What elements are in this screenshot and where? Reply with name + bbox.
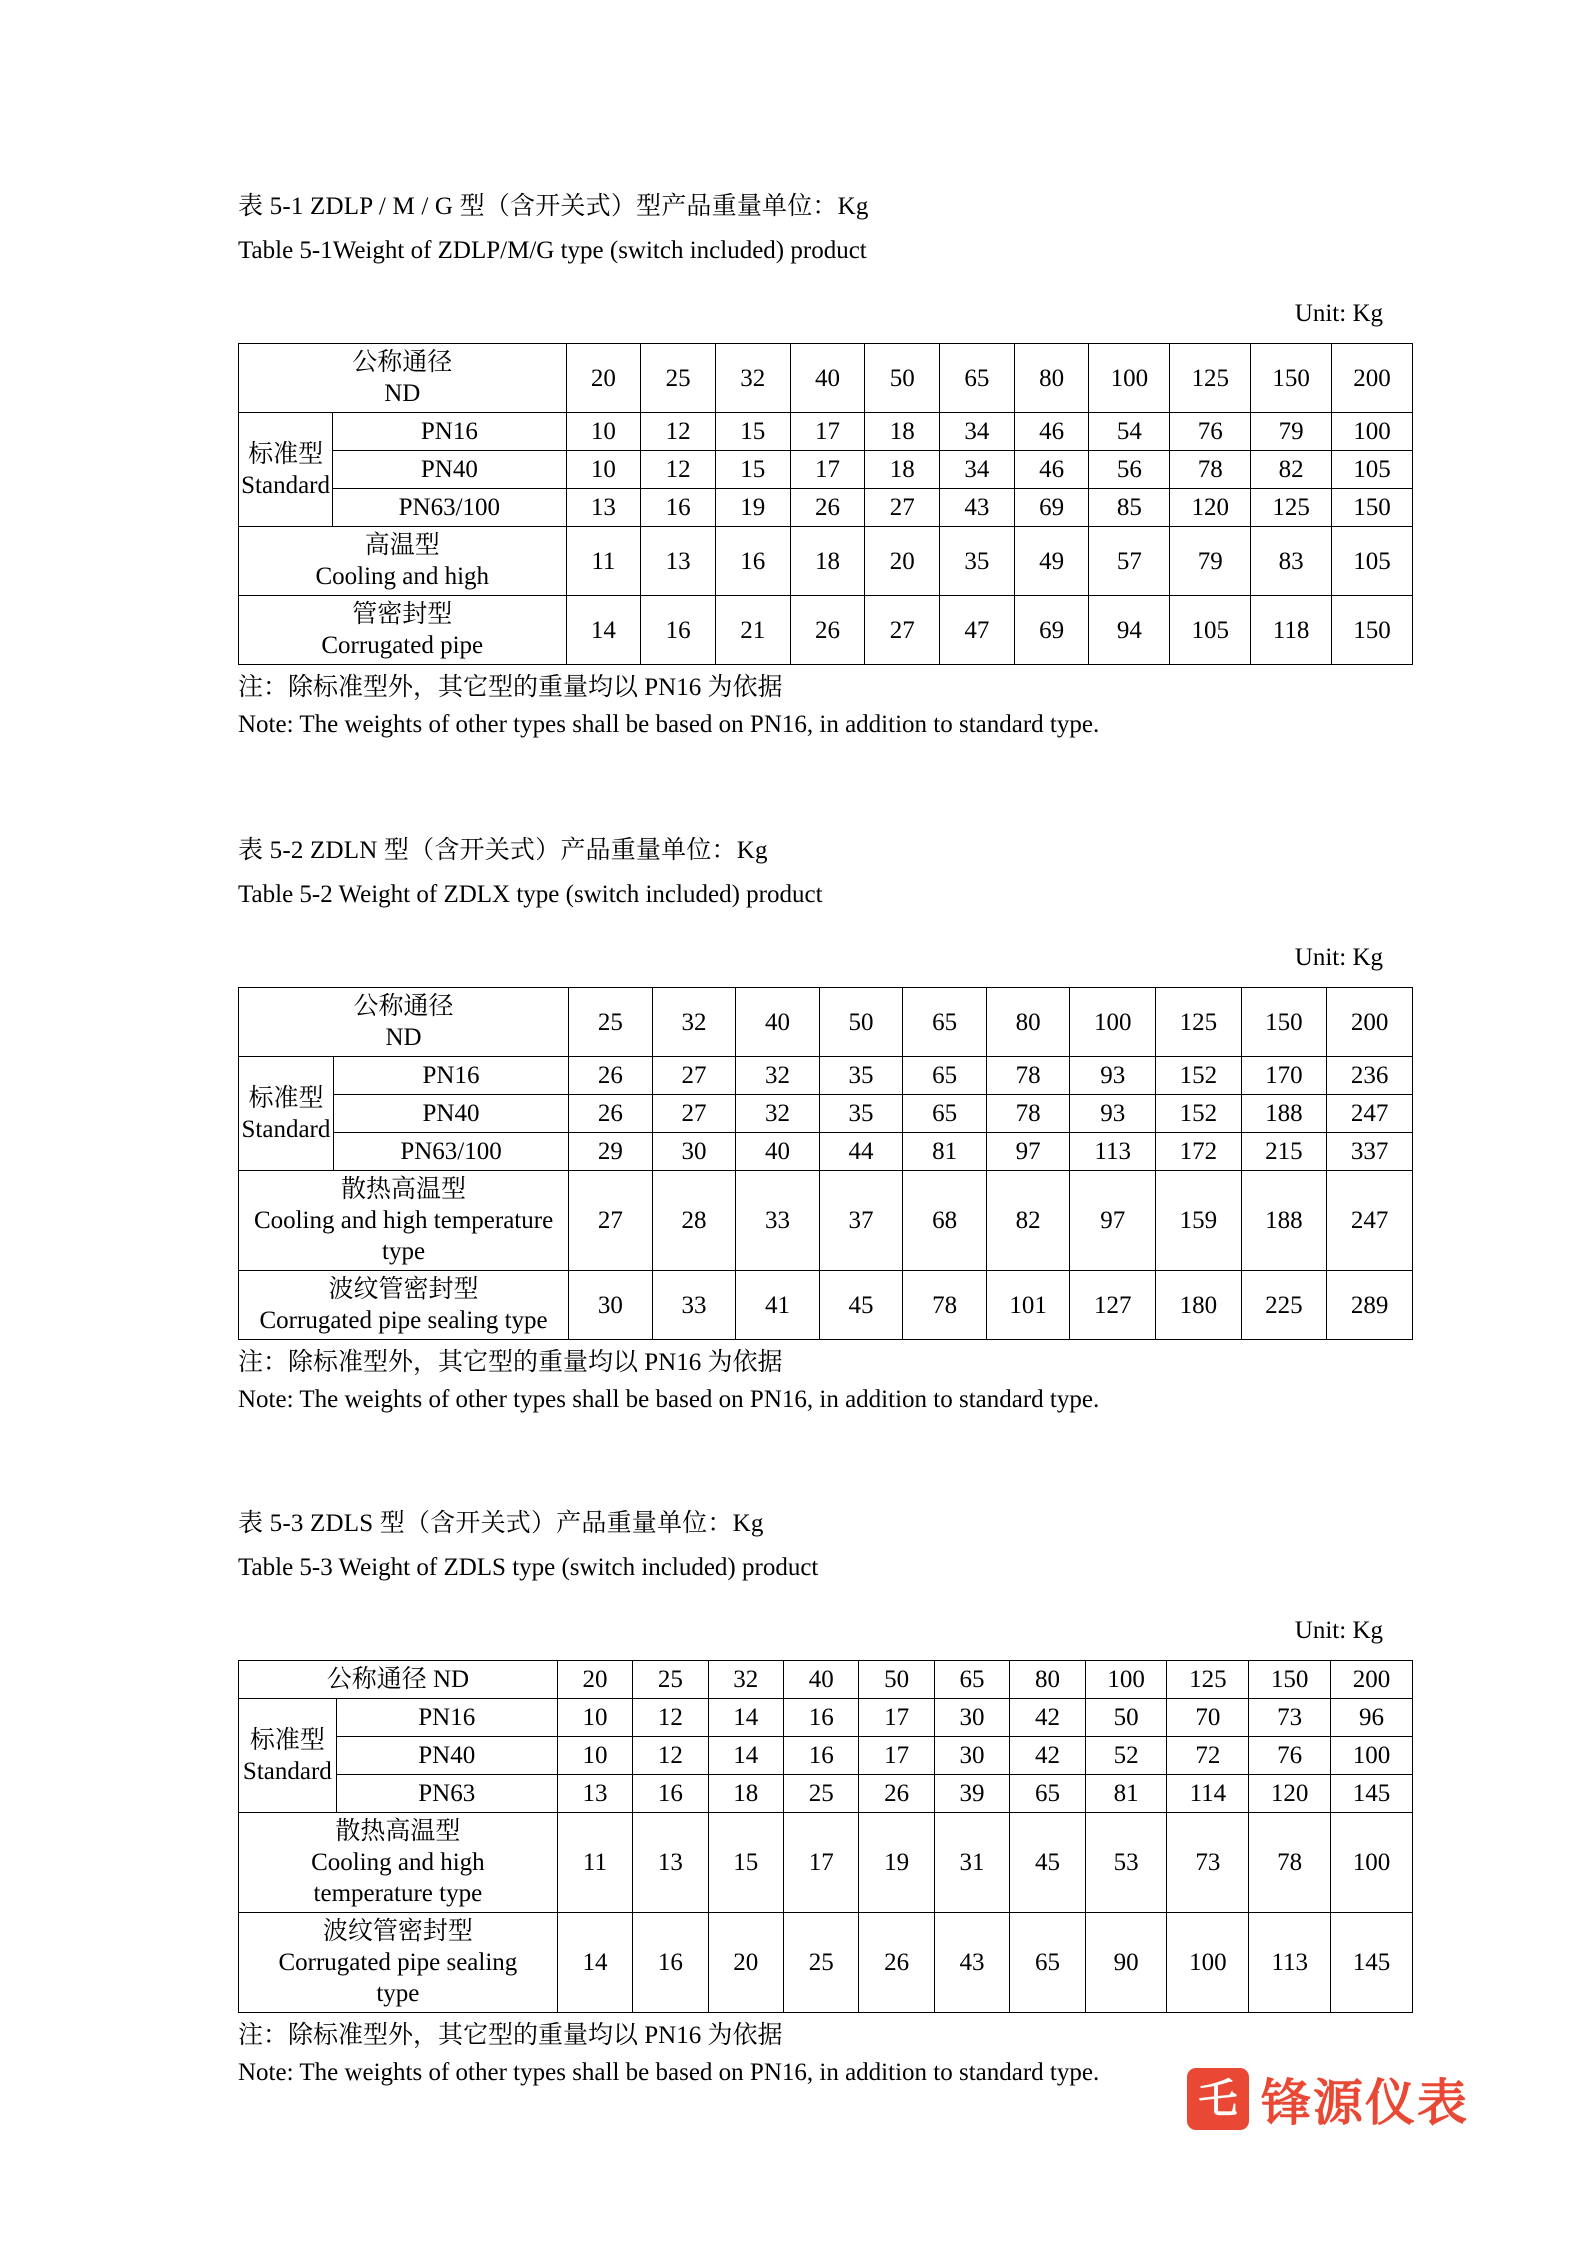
cell: 52 xyxy=(1085,1737,1167,1775)
type-label-cn: 管密封型 xyxy=(352,601,453,628)
cell: 30 xyxy=(569,1271,653,1340)
cell: 65 xyxy=(1010,1913,1085,2013)
cell: 33 xyxy=(652,1271,736,1340)
table-row xyxy=(239,1913,1413,2013)
cell: 16 xyxy=(784,1737,859,1775)
cell: 70 xyxy=(1167,1699,1249,1737)
cell: 14 xyxy=(708,1737,783,1775)
cell: 45 xyxy=(819,1271,903,1340)
weight-table-3 xyxy=(238,1660,1413,2013)
table-row xyxy=(239,1813,1413,1913)
table-row xyxy=(239,1737,1413,1775)
cell: 159 xyxy=(1156,1171,1242,1271)
cell: 118 xyxy=(1251,596,1332,665)
cell: 28 xyxy=(652,1171,736,1271)
cell: 73 xyxy=(1167,1813,1249,1913)
cell: 127 xyxy=(1070,1271,1156,1340)
cell: 79 xyxy=(1170,527,1251,596)
column-header: 150 xyxy=(1249,1661,1331,1699)
type-label-en2: type xyxy=(382,1238,426,1265)
table-2-unit-label: Unit: Kg xyxy=(1294,944,1383,971)
cell: 35 xyxy=(819,1095,903,1133)
cell: 16 xyxy=(641,596,716,665)
watermark-logo-icon xyxy=(1187,2068,1249,2130)
cell: 93 xyxy=(1070,1057,1156,1095)
cell: 78 xyxy=(903,1271,987,1340)
cell: 47 xyxy=(940,596,1015,665)
cell: 97 xyxy=(986,1133,1070,1171)
column-header: 200 xyxy=(1331,344,1412,413)
cell: 25 xyxy=(784,1775,859,1813)
cell: 114 xyxy=(1167,1775,1249,1813)
cell: 17 xyxy=(790,413,865,451)
cell: 46 xyxy=(1014,413,1089,451)
cell: 42 xyxy=(1010,1699,1085,1737)
type-label-en: Corrugated pipe sealing type xyxy=(259,1307,548,1334)
column-header: 150 xyxy=(1241,988,1327,1057)
column-header: 25 xyxy=(569,988,653,1057)
row-label: PN40 xyxy=(333,1095,568,1133)
cell: 30 xyxy=(934,1699,1009,1737)
cell: 15 xyxy=(715,413,790,451)
cell: 13 xyxy=(566,489,641,527)
column-header: 65 xyxy=(940,344,1015,413)
cell: 120 xyxy=(1170,489,1251,527)
cell: 180 xyxy=(1156,1271,1242,1340)
cell: 69 xyxy=(1014,489,1089,527)
cell: 150 xyxy=(1331,489,1412,527)
cell: 94 xyxy=(1089,596,1170,665)
column-header: 50 xyxy=(819,988,903,1057)
table-block-1 xyxy=(238,185,1413,743)
type-label-en: Corrugated pipe sealing xyxy=(278,1949,518,1976)
cell: 11 xyxy=(557,1813,632,1913)
cell: 69 xyxy=(1014,596,1089,665)
cell: 35 xyxy=(940,527,1015,596)
row-label: PN16 xyxy=(333,1057,568,1095)
table-2-title-en: Table 5-2 Weight of ZDLX type (switch included) product xyxy=(238,881,823,908)
type-label-corrugated-pipe-sealing xyxy=(239,1271,569,1340)
table-row xyxy=(239,527,1413,596)
column-header: 125 xyxy=(1156,988,1242,1057)
cell: 30 xyxy=(652,1133,736,1171)
cell: 97 xyxy=(1070,1171,1156,1271)
cell: 96 xyxy=(1331,1699,1413,1737)
cell: 46 xyxy=(1014,451,1089,489)
cell: 101 xyxy=(986,1271,1070,1340)
column-header: 100 xyxy=(1070,988,1156,1057)
cell: 17 xyxy=(859,1737,934,1775)
group-label-en: Standard xyxy=(241,1115,331,1143)
cell: 100 xyxy=(1331,1737,1413,1775)
type-label-en: Corrugated pipe xyxy=(321,632,484,659)
type-label-cn: 波纹管密封型 xyxy=(328,1276,479,1303)
cell: 27 xyxy=(569,1171,653,1271)
cell: 12 xyxy=(641,451,716,489)
cell: 26 xyxy=(859,1775,934,1813)
cell: 105 xyxy=(1331,527,1412,596)
cell: 145 xyxy=(1331,1913,1413,2013)
table-1-note-en: Note: The weights of other types shall be based on PN16, in addition to standard type. xyxy=(238,711,1100,738)
cell: 76 xyxy=(1170,413,1251,451)
cell: 12 xyxy=(633,1699,708,1737)
column-header: 20 xyxy=(557,1661,632,1699)
cell: 83 xyxy=(1251,527,1332,596)
cell: 17 xyxy=(784,1813,859,1913)
cell: 152 xyxy=(1156,1095,1242,1133)
cell: 12 xyxy=(633,1737,708,1775)
nominal-diameter-label-cn: 公称通径 xyxy=(352,349,453,376)
nominal-diameter-header xyxy=(239,344,567,413)
cell: 10 xyxy=(566,451,641,489)
cell: 150 xyxy=(1331,596,1412,665)
cell: 78 xyxy=(986,1095,1070,1133)
cell: 247 xyxy=(1327,1095,1413,1133)
cell: 34 xyxy=(940,451,1015,489)
table-3-unit-label: Unit: Kg xyxy=(1294,1617,1383,1644)
cell: 20 xyxy=(708,1913,783,2013)
type-label-cn: 高温型 xyxy=(364,532,440,559)
table-row xyxy=(239,1775,1413,1813)
cell: 53 xyxy=(1085,1813,1167,1913)
cell: 65 xyxy=(903,1057,987,1095)
cell: 172 xyxy=(1156,1133,1242,1171)
cell: 68 xyxy=(903,1171,987,1271)
cell: 16 xyxy=(784,1699,859,1737)
cell: 25 xyxy=(784,1913,859,2013)
group-label-cn: 标准型 xyxy=(249,1726,325,1754)
type-label-high-temperature xyxy=(239,527,567,596)
table-row xyxy=(239,1095,1413,1133)
cell: 40 xyxy=(736,1133,820,1171)
cell: 337 xyxy=(1327,1133,1413,1171)
cell: 41 xyxy=(736,1271,820,1340)
cell: 43 xyxy=(934,1913,1009,2013)
table-1-title-en: Table 5-1Weight of ZDLP/M/G type (switch included) product xyxy=(238,237,867,264)
type-label-corrugated-pipe-sealing xyxy=(239,1913,558,2013)
cell: 100 xyxy=(1331,1813,1413,1913)
type-label-en: Cooling and high temperature xyxy=(253,1207,554,1234)
column-header: 80 xyxy=(1014,344,1089,413)
column-header: 50 xyxy=(859,1661,934,1699)
column-header: 40 xyxy=(736,988,820,1057)
cell: 19 xyxy=(859,1813,934,1913)
table-row xyxy=(239,451,1413,489)
cell: 78 xyxy=(986,1057,1070,1095)
cell: 13 xyxy=(557,1775,632,1813)
cell: 81 xyxy=(1085,1775,1167,1813)
cell: 85 xyxy=(1089,489,1170,527)
cell: 10 xyxy=(566,413,641,451)
cell: 17 xyxy=(790,451,865,489)
cell: 15 xyxy=(715,451,790,489)
cell: 26 xyxy=(790,489,865,527)
cell: 27 xyxy=(652,1095,736,1133)
cell: 54 xyxy=(1089,413,1170,451)
cell: 35 xyxy=(819,1057,903,1095)
cell: 81 xyxy=(903,1133,987,1171)
table-row-header xyxy=(239,1661,1413,1699)
group-label-en: Standard xyxy=(241,471,331,499)
cell: 32 xyxy=(736,1095,820,1133)
column-header: 25 xyxy=(641,344,716,413)
column-header: 125 xyxy=(1170,344,1251,413)
weight-table-1 xyxy=(238,343,1413,665)
cell: 120 xyxy=(1249,1775,1331,1813)
cell: 188 xyxy=(1241,1095,1327,1133)
column-header: 65 xyxy=(934,1661,1009,1699)
nominal-diameter-label-cn: 公称通径 xyxy=(353,993,454,1020)
cell: 13 xyxy=(641,527,716,596)
cell: 79 xyxy=(1251,413,1332,451)
table-row xyxy=(239,1699,1413,1737)
cell: 27 xyxy=(865,489,940,527)
cell: 16 xyxy=(633,1775,708,1813)
cell: 65 xyxy=(1010,1775,1085,1813)
table-3-title-cn: 表 5-3 ZDLS 型（含开关式）产品重量单位：Kg xyxy=(238,1510,764,1537)
cell: 82 xyxy=(1251,451,1332,489)
table-3-note-en: Note: The weights of other types shall be based on PN16, in addition to standard type. xyxy=(238,2059,1100,2086)
cell: 45 xyxy=(1010,1813,1085,1913)
cell: 188 xyxy=(1241,1171,1327,1271)
type-label-en2: temperature type xyxy=(313,1880,483,1907)
type-label-cn: 散热高温型 xyxy=(335,1818,461,1845)
table-row xyxy=(239,1171,1413,1271)
cell: 19 xyxy=(715,489,790,527)
watermark-text: 锋源仪表 xyxy=(1261,2075,1469,2131)
cell: 26 xyxy=(790,596,865,665)
section-spacer xyxy=(238,743,1413,829)
row-label: PN40 xyxy=(336,1737,557,1775)
cell: 30 xyxy=(934,1737,1009,1775)
cell: 16 xyxy=(641,489,716,527)
cell: 72 xyxy=(1167,1737,1249,1775)
nominal-diameter-header xyxy=(239,988,569,1057)
type-label-cooling-high-temperature xyxy=(239,1171,569,1271)
column-header: 65 xyxy=(903,988,987,1057)
cell: 10 xyxy=(557,1737,632,1775)
cell: 225 xyxy=(1241,1271,1327,1340)
column-header: 32 xyxy=(708,1661,783,1699)
cell: 29 xyxy=(569,1133,653,1171)
type-label-en: Cooling and high xyxy=(315,563,490,590)
cell: 170 xyxy=(1241,1057,1327,1095)
cell: 13 xyxy=(633,1813,708,1913)
cell: 14 xyxy=(708,1699,783,1737)
column-header: 25 xyxy=(633,1661,708,1699)
cell: 27 xyxy=(652,1057,736,1095)
cell: 32 xyxy=(736,1057,820,1095)
cell: 65 xyxy=(903,1095,987,1133)
cell: 113 xyxy=(1070,1133,1156,1171)
cell: 39 xyxy=(934,1775,1009,1813)
table-block-2 xyxy=(238,829,1413,1418)
cell: 90 xyxy=(1085,1913,1167,2013)
cell: 289 xyxy=(1327,1271,1413,1340)
row-label: PN63/100 xyxy=(333,489,566,527)
table-1-title-cn: 表 5-1 ZDLP / M / G 型（含开关式）型产品重量单位：Kg xyxy=(238,193,869,220)
cell: 236 xyxy=(1327,1057,1413,1095)
cell: 82 xyxy=(986,1171,1070,1271)
table-row xyxy=(239,413,1413,451)
table-row-header xyxy=(239,988,1413,1057)
column-header: 200 xyxy=(1327,988,1413,1057)
column-header: 50 xyxy=(865,344,940,413)
column-header: 200 xyxy=(1331,1661,1413,1699)
table-3-note-cn: 注：除标准型外，其它型的重量均以 PN16 为依据 xyxy=(238,2022,783,2049)
type-label-cooling-high-temperature xyxy=(239,1813,558,1913)
column-header: 80 xyxy=(1010,1661,1085,1699)
row-label: PN16 xyxy=(333,413,566,451)
type-label-en: Cooling and high xyxy=(311,1849,485,1876)
document-content xyxy=(238,185,1413,2091)
cell: 43 xyxy=(940,489,1015,527)
cell: 16 xyxy=(633,1913,708,2013)
group-label-standard xyxy=(239,1057,334,1171)
cell: 11 xyxy=(566,527,641,596)
cell: 18 xyxy=(865,451,940,489)
table-1-note-cn: 注：除标准型外，其它型的重量均以 PN16 为依据 xyxy=(238,674,783,701)
row-label: PN63/100 xyxy=(333,1133,568,1171)
type-label-corrugated-pipe xyxy=(239,596,567,665)
nominal-diameter-label-en: ND xyxy=(385,1024,422,1051)
row-label: PN63 xyxy=(336,1775,557,1813)
table-block-3 xyxy=(238,1502,1413,2091)
cell: 16 xyxy=(715,527,790,596)
cell: 34 xyxy=(940,413,1015,451)
nominal-diameter-label-en: ND xyxy=(384,380,421,407)
cell: 17 xyxy=(859,1699,934,1737)
column-header: 150 xyxy=(1251,344,1332,413)
type-label-en2: type xyxy=(376,1980,420,2007)
section-spacer xyxy=(238,1418,1413,1502)
cell: 73 xyxy=(1249,1699,1331,1737)
cell: 50 xyxy=(1085,1699,1167,1737)
table-row xyxy=(239,596,1413,665)
group-label-cn: 标准型 xyxy=(248,1084,324,1112)
cell: 14 xyxy=(566,596,641,665)
cell: 105 xyxy=(1170,596,1251,665)
cell: 247 xyxy=(1327,1171,1413,1271)
group-label-en: Standard xyxy=(242,1757,332,1785)
cell: 27 xyxy=(865,596,940,665)
cell: 14 xyxy=(557,1913,632,2013)
nominal-diameter-header xyxy=(239,1661,558,1699)
table-2-note-en: Note: The weights of other types shall be based on PN16, in addition to standard type. xyxy=(238,1386,1100,1413)
column-header: 40 xyxy=(790,344,865,413)
table-row xyxy=(239,1133,1413,1171)
cell: 78 xyxy=(1170,451,1251,489)
table-row xyxy=(239,1057,1413,1095)
cell: 18 xyxy=(790,527,865,596)
cell: 18 xyxy=(865,413,940,451)
cell: 78 xyxy=(1249,1813,1331,1913)
cell: 57 xyxy=(1089,527,1170,596)
table-row-header xyxy=(239,344,1413,413)
cell: 145 xyxy=(1331,1775,1413,1813)
cell: 93 xyxy=(1070,1095,1156,1133)
cell: 18 xyxy=(708,1775,783,1813)
cell: 76 xyxy=(1249,1737,1331,1775)
column-header: 32 xyxy=(652,988,736,1057)
table-2-note-cn: 注：除标准型外，其它型的重量均以 PN16 为依据 xyxy=(238,1349,783,1376)
cell: 100 xyxy=(1331,413,1412,451)
cell: 33 xyxy=(736,1171,820,1271)
cell: 44 xyxy=(819,1133,903,1171)
nominal-diameter-label-cn: 公称通径 ND xyxy=(326,1666,470,1693)
row-label: PN40 xyxy=(333,451,566,489)
cell: 100 xyxy=(1167,1913,1249,2013)
cell: 42 xyxy=(1010,1737,1085,1775)
type-label-cn: 波纹管密封型 xyxy=(322,1918,473,1945)
weight-table-2 xyxy=(238,987,1413,1340)
cell: 26 xyxy=(859,1913,934,2013)
column-header: 100 xyxy=(1085,1661,1167,1699)
table-1-unit-label: Unit: Kg xyxy=(1294,300,1383,327)
cell: 105 xyxy=(1331,451,1412,489)
cell: 56 xyxy=(1089,451,1170,489)
column-header: 125 xyxy=(1167,1661,1249,1699)
column-header: 32 xyxy=(715,344,790,413)
cell: 37 xyxy=(819,1171,903,1271)
cell: 12 xyxy=(641,413,716,451)
cell: 49 xyxy=(1014,527,1089,596)
cell: 215 xyxy=(1241,1133,1327,1171)
cell: 31 xyxy=(934,1813,1009,1913)
cell: 113 xyxy=(1249,1913,1331,2013)
watermark-logo-glyph: 乇 xyxy=(1198,2076,1238,2121)
column-header: 100 xyxy=(1089,344,1170,413)
cell: 20 xyxy=(865,527,940,596)
cell: 10 xyxy=(557,1699,632,1737)
cell: 15 xyxy=(708,1813,783,1913)
cell: 21 xyxy=(715,596,790,665)
group-label-standard xyxy=(239,1699,337,1813)
cell: 125 xyxy=(1251,489,1332,527)
watermark xyxy=(1187,2063,1469,2135)
table-row xyxy=(239,1271,1413,1340)
table-2-title-cn: 表 5-2 ZDLN 型（含开关式）产品重量单位：Kg xyxy=(238,837,768,864)
group-label-standard xyxy=(239,413,333,527)
column-header: 40 xyxy=(784,1661,859,1699)
type-label-cn: 散热高温型 xyxy=(341,1176,467,1203)
cell: 152 xyxy=(1156,1057,1242,1095)
cell: 26 xyxy=(569,1057,653,1095)
group-label-cn: 标准型 xyxy=(248,440,324,468)
row-label: PN16 xyxy=(336,1699,557,1737)
table-3-title-en: Table 5-3 Weight of ZDLS type (switch included) product xyxy=(238,1554,819,1581)
table-row xyxy=(239,489,1413,527)
column-header: 20 xyxy=(566,344,641,413)
column-header: 80 xyxy=(986,988,1070,1057)
cell: 26 xyxy=(569,1095,653,1133)
